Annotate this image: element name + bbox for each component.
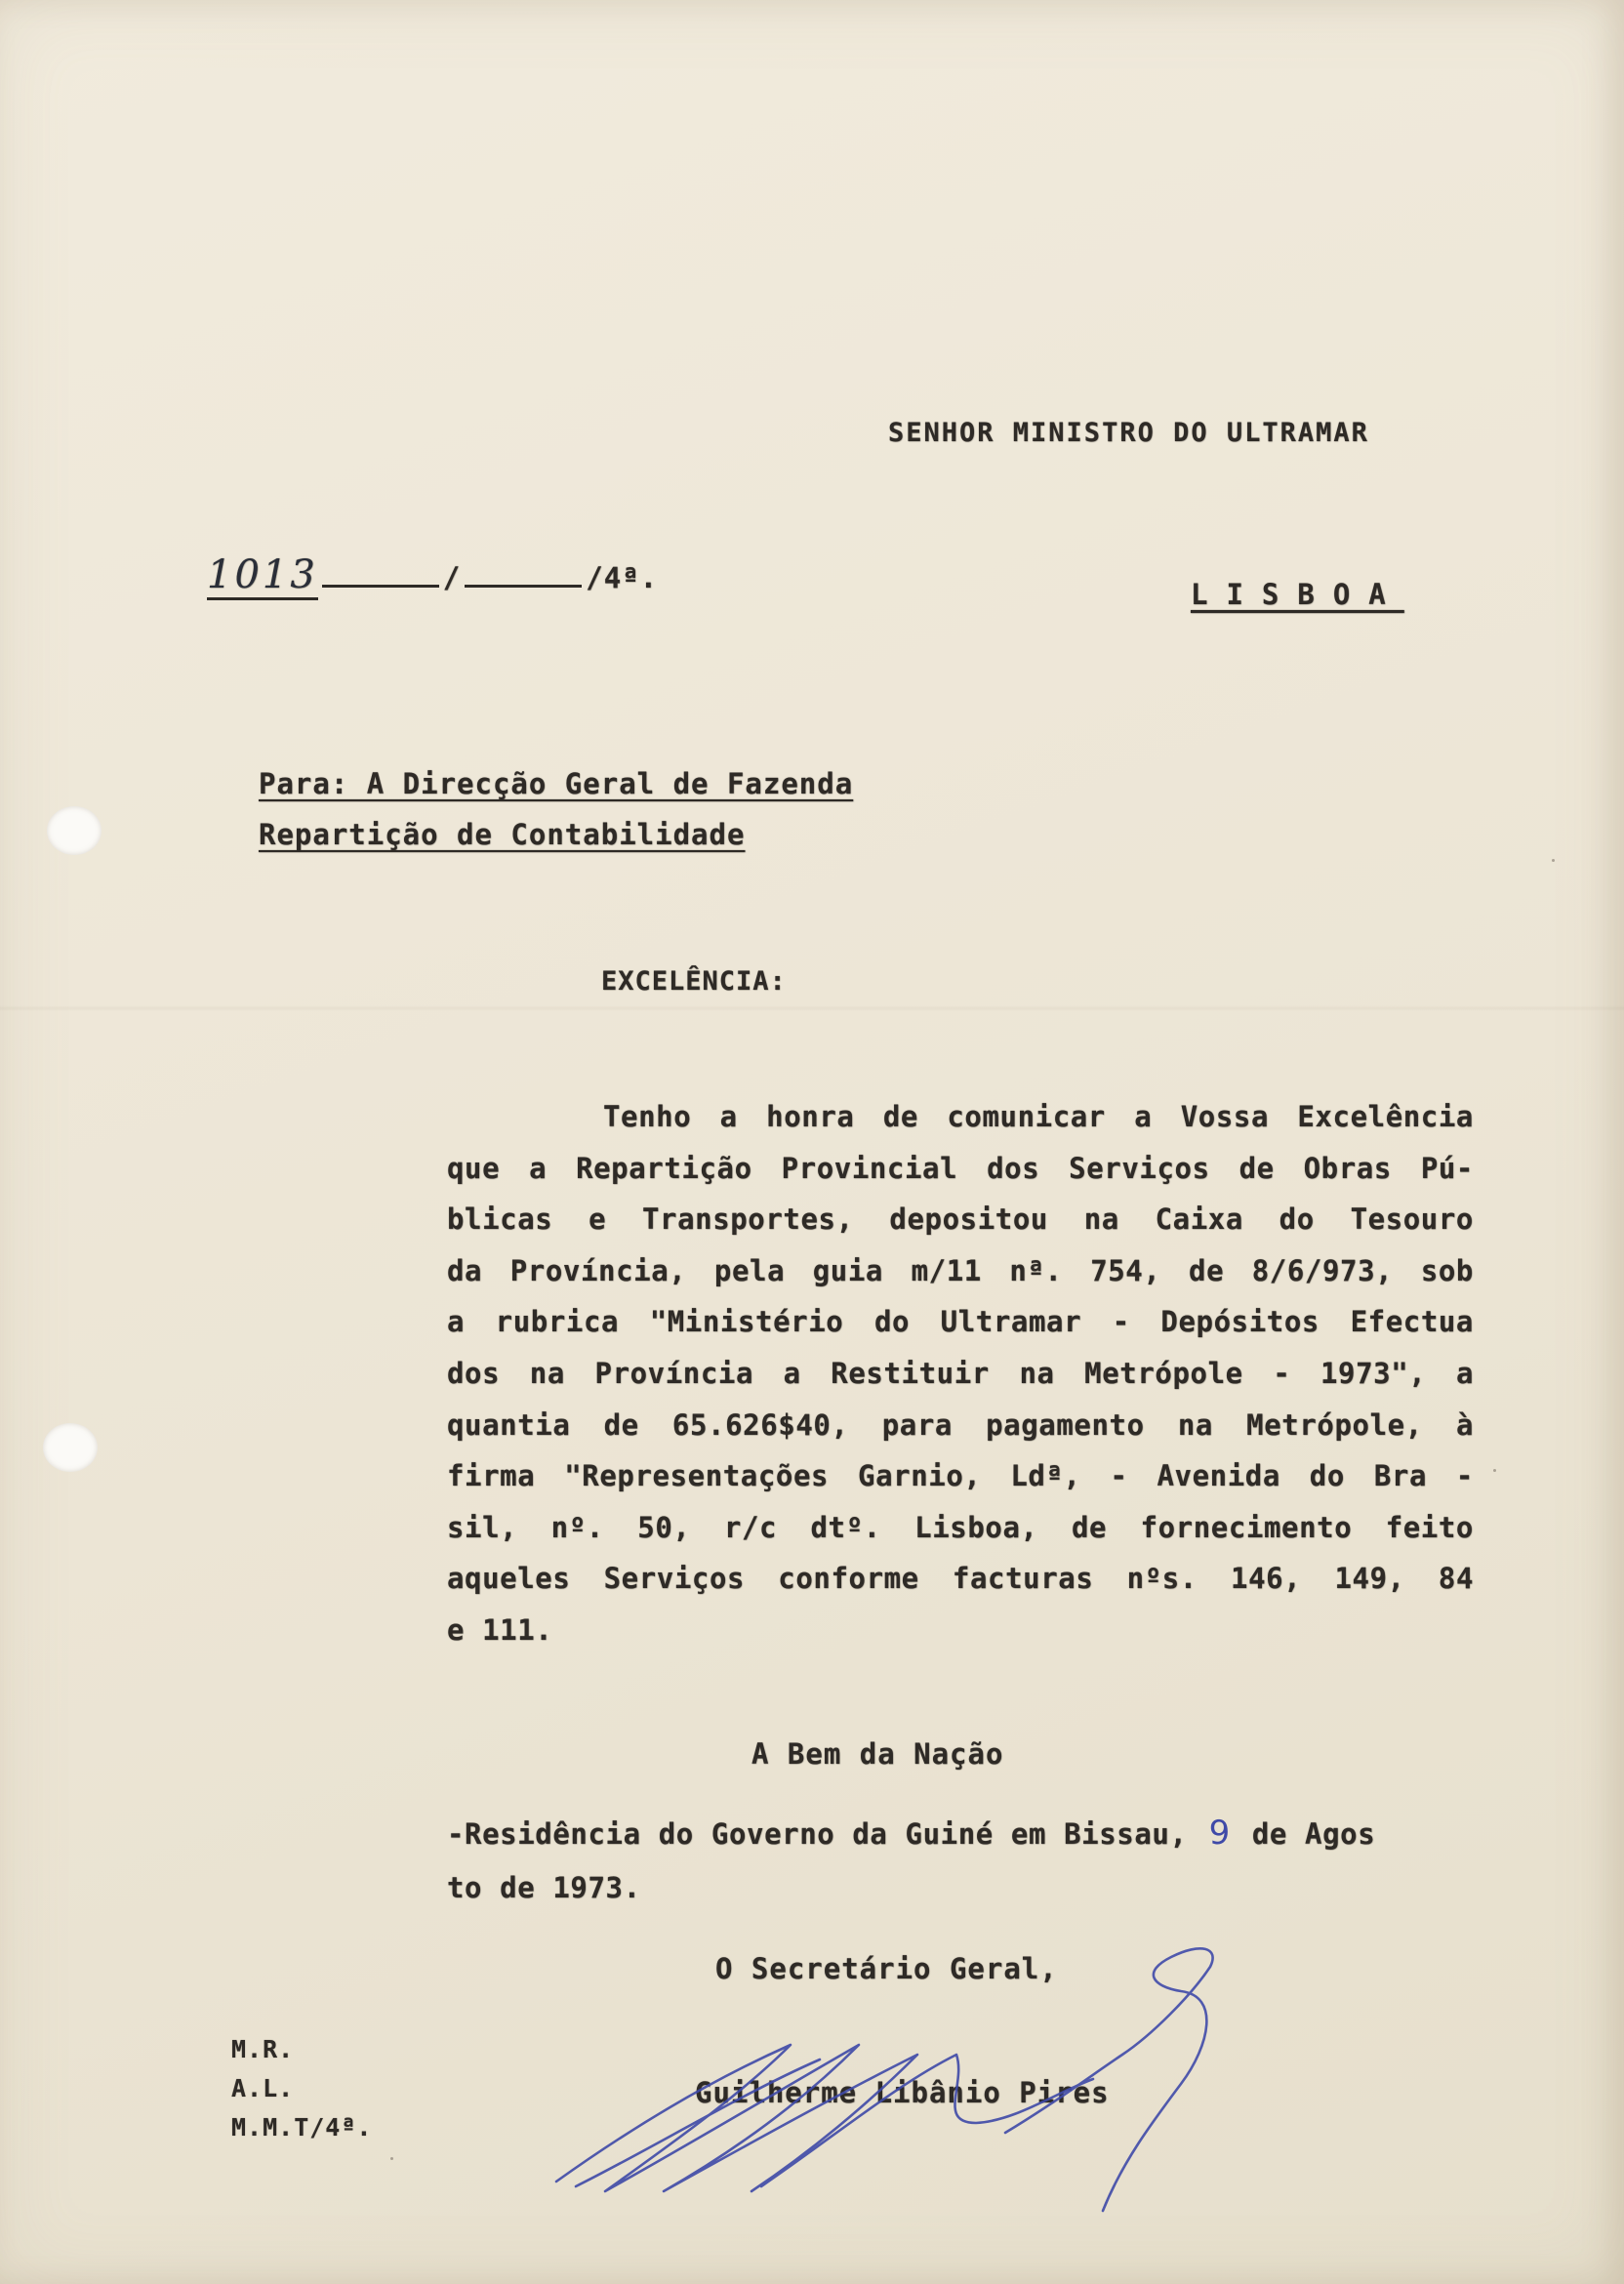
- body-line-8: firma "Representações Garnio, Ldª, - Avenida do Bra -: [447, 1459, 1474, 1493]
- punch-hole-bottom: [43, 1423, 98, 1472]
- body-line-1: Tenho a honra de comunicar a Vossa Excelência: [603, 1100, 1474, 1133]
- reference-number-value: 1013: [207, 552, 318, 600]
- reference-initials: [231, 2030, 372, 2147]
- residence-text-before: -Residência do Governo da Guiné em Bissau,: [447, 1817, 1188, 1851]
- body-line-4: da Província, pela guia m/11 nª. 754, de 8/6/973, sob: [447, 1253, 1474, 1287]
- reference-blank-2: [465, 585, 582, 588]
- paper-fold: [0, 1005, 1624, 1011]
- signatory-title: O Secretário Geral,: [715, 1952, 1058, 1985]
- recipient-line-1: Para: A Direcção Geral de Fazenda: [259, 767, 854, 800]
- punch-hole-top: [47, 806, 102, 855]
- salutation: EXCELÊNCIA:: [601, 966, 787, 997]
- paper-speck: [1493, 1469, 1496, 1472]
- initials-line-2: A.L.: [231, 2074, 295, 2102]
- body-line-3: blicas e Transportes, depositou na Caixa do Tesouro: [447, 1203, 1474, 1237]
- addressee: SENHOR MINISTRO DO ULTRAMAR: [888, 418, 1369, 448]
- closing-formula: A Bem da Nação: [751, 1737, 1004, 1771]
- signatory-name: Guilherme Libânio Pires: [695, 2076, 1110, 2109]
- body-line-5: a rubrica "Ministério do Ultramar - Depósitos Efectua: [447, 1305, 1474, 1339]
- body-line-9: sil, nº. 50, r/c dtº. Lisboa, de fornecimento feito: [447, 1510, 1474, 1544]
- initials-line-1: M.R.: [231, 2035, 295, 2063]
- reference-blank-1: [322, 585, 439, 588]
- reference-suffix: /4ª.: [586, 561, 659, 594]
- body-line-7: quantia de 65.626$40, para pagamento na Metrópole, à: [447, 1407, 1474, 1442]
- recipient-line-2: Repartição de Contabilidade: [259, 818, 746, 851]
- reference-number: 1013 / /4ª.: [207, 552, 658, 597]
- body-line-2: que a Repartição Provincial dos Serviços de Obras Pú-: [447, 1151, 1474, 1185]
- residence-line-1: [447, 1806, 1462, 1860]
- paper-speck: [390, 2157, 393, 2160]
- residence-text-after: de Agos: [1251, 1817, 1376, 1851]
- handwritten-day: 9: [1208, 1814, 1231, 1853]
- initials-line-3: M.M.T/4ª.: [231, 2113, 373, 2141]
- body-line-6: dos na Província a Restituir na Metrópole - 1973", a: [447, 1356, 1474, 1390]
- paper-speck: [1552, 859, 1555, 862]
- body-line-11: e 111.: [447, 1612, 553, 1647]
- handwritten-signature: [547, 1898, 1249, 2221]
- city: LISBOA: [1191, 578, 1404, 611]
- residence-line-2: to de 1973.: [447, 1871, 641, 1904]
- body-line-10: aqueles Serviços conforme facturas nºs. 146, 149, 84: [447, 1562, 1474, 1596]
- letter-body: [447, 1091, 1474, 1656]
